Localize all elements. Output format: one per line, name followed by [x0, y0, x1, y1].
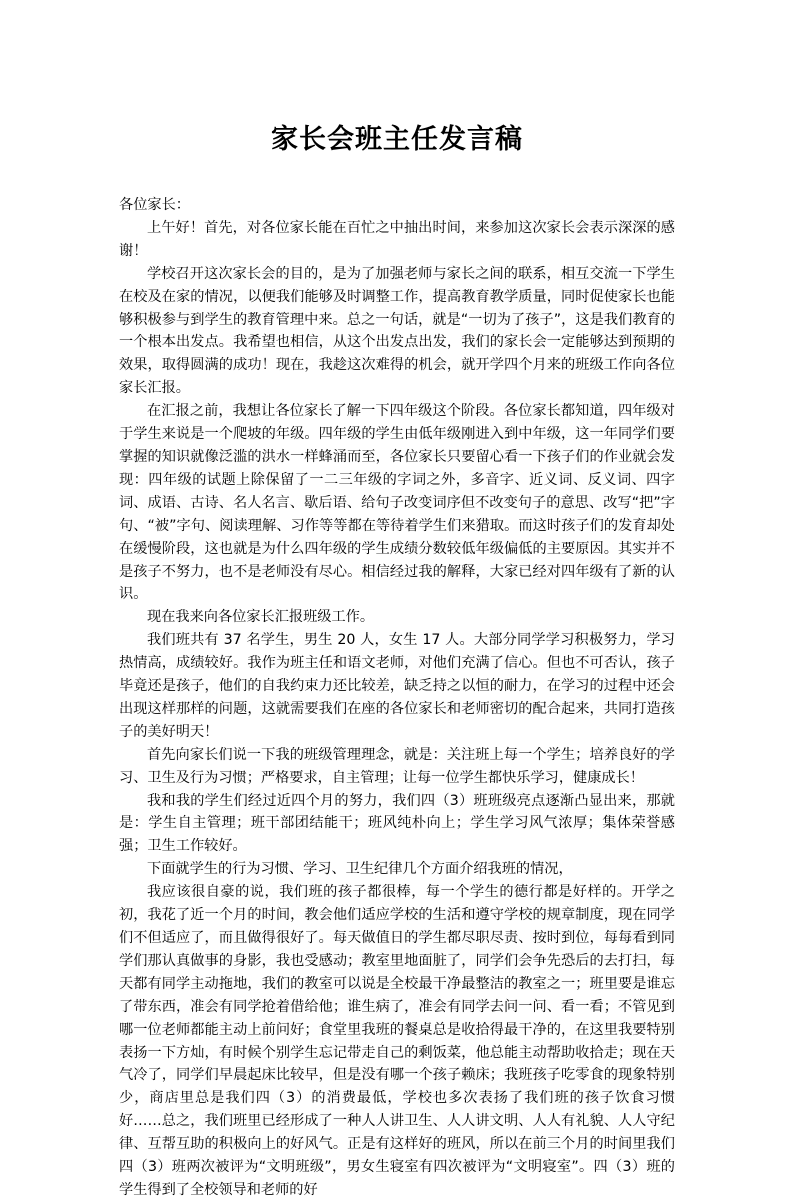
paragraph-grade-four: 在汇报之前，我想让各位家长了解一下四年级这个阶段。各位家长都知道，四年级对于学生来说是一个爬坡的年级。四年级的学生由低年级刚进入到中年级，这一年同学们要掌握的知识就像泛滥的洪水一样蜂涌而至，各位家长只要留心看一下孩子们的作业就会发现：四年级的试题上除保留了一二三年级的字词之外，多音字、近义词、反义词、四字词、成语、古诗、名人名言、歇后语、给句子改变词序但不改变句子的意思、改写“把”字句、“被”字句、阅读理解、习作等等都在等待着学生们来猎取。而这时孩子们的发育却处在缓慢阶段，这也就是为什么四年级的学生成绩分数较低年级偏低的主要原因。其实并不是孩子不努力，也不是老师没有尽心。相信经过我的解释，大家已经对四年级有了新的认识。	[119, 403, 675, 603]
document-page	[119, 120, 675, 1202]
salutation: 各位家长：	[119, 197, 190, 213]
paragraph-behavior-habits: 我应该很自豪的说，我们班的孩子都很棒，每一个学生的德行都是好样的。开学之初，我花了近一个月的时间，教会他们适应学校的生活和遵守学校的规章制度，现在同学们不但适应了，而且做得很好了。每天做值日的学生都尽职尽责、按时到位，每每看到同学们那认真做事的身影，我也受感动；教室里地面脏了，同学们会争先恐后的去打扫，每天都有同学主动拖地，我们的教室可以说是全校最干净最整洁的教室之一；班里要是谁忘了带东西，准会有同学抢着借给他；谁生病了，准会有同学去问一问、看一看；不管见到哪一位老师都能主动上前问好；食堂里我班的餐桌总是收拾得最干净的，在这里我要特别表扬一下方灿，有时候个别学生忘记带走自己的剩饭菜，他总能主动帮助收拾走；现在天气冷了，同学们早晨起床比较早，但是没有哪一个孩子赖床；我班孩子吃零食的现象特别少，商店里总是我们四（3）的消费最低，学校也多次表扬了我们班的孩子饮食习惯好……总之，我们班里已经形成了一种人人讲卫生、人人讲文明、人人有礼貌、人人守纪律、互帮互助的积极向上的好风气。正是有这样好的班风，所以在前三个月的时间里我们四（3）班两次被评为“文明班级”，男女生寝室有四次被评为“文明寝室”。四（3）班的学生得到了全校领导和老师的好	[119, 884, 675, 1198]
paragraph-report-intro: 现在我来向各位家长汇报班级工作。	[147, 609, 375, 626]
document-title: 家长会班主任发言稿	[271, 124, 523, 155]
paragraph-greeting: 上午好！首先，对各位家长能在百忙之中抽出时间，来参加这次家长会表示深深的感谢！	[119, 219, 675, 259]
paragraph-class-overview: 我们班共有 37 名学生，男生 20 人，女生 17 人。大部分同学学习积极努力，学习热情高，成绩较好。我作为班主任和语文老师，对他们充满了信心。但也不可否认，孩子毕竟还是孩子，他们的自我约束力还比较差，缺乏持之以恒的耐力，在学习的过程中还会出现这样那样的问题，这就需要我们在座的各位家长和老师密切的配合起来，共同打造孩子的美好明天！	[119, 632, 675, 740]
paragraph-section-intro: 下面就学生的行为习惯、学习、卫生纪律几个方面介绍我班的情况，	[147, 861, 573, 878]
paragraph-class-highlights: 我和我的学生们经过近四个月的努力，我们四（3）班班级亮点逐渐凸显出来，那就是：学生自主管理；班干部团结能干；班风纯朴向上；学生学习风气浓厚；集体荣誉感强；卫生工作较好。	[119, 792, 675, 855]
paragraph-management-philosophy: 首先向家长们说一下我的班级管理理念，就是：关注班上每一个学生；培养良好的学习、卫生及行为习惯；严格要求，自主管理；让每一位学生都快乐学习，健康成长！	[119, 746, 675, 786]
paragraph-purpose: 学校召开这次家长会的目的，是为了加强老师与家长之间的联系，相互交流一下学生在校及在家的情况，以便我们能够及时调整工作，提高教育教学质量，同时促使家长也能够积极参与到学生的教育管理中来。总之一句话，就是“一切为了孩子”，这是我们教育的一个根本出发点。我希望也相信，从这个出发点出发，我们的家长会一定能够达到预期的效果，取得圆满的成功！现在，我趁这次难得的机会，就开学四个月来的班级工作向各位家长汇报。	[119, 265, 675, 397]
